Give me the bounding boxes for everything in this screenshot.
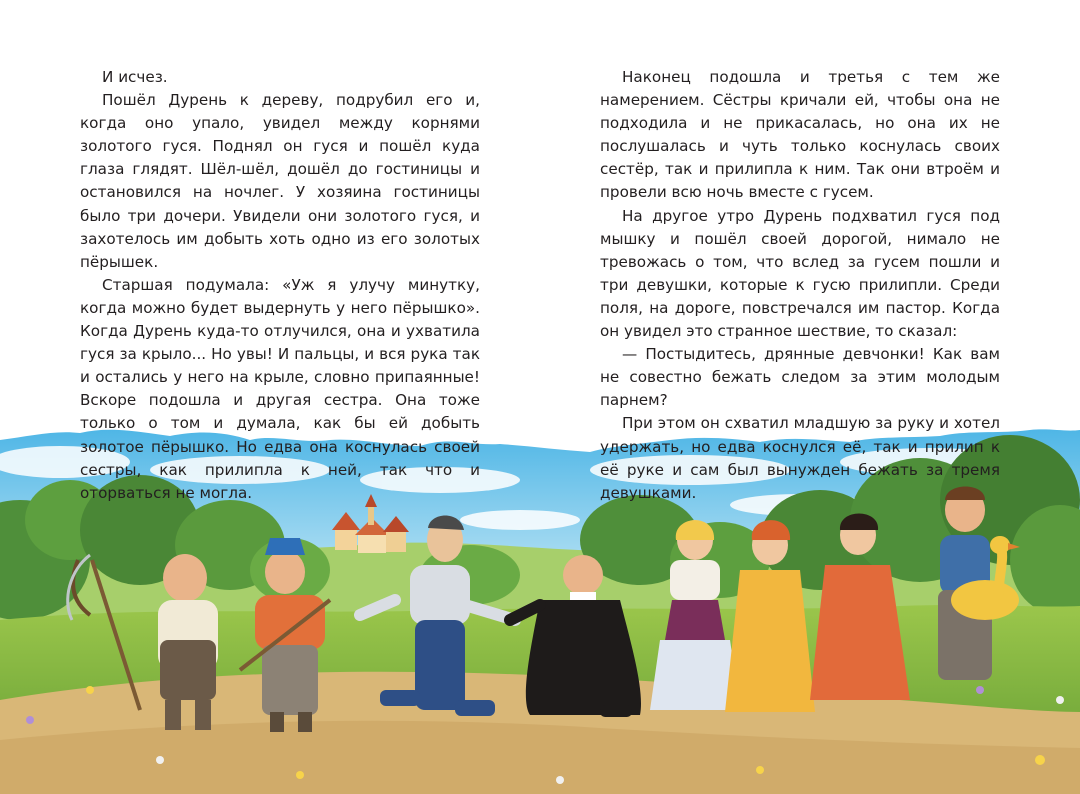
paragraph: Старшая подумала: «Уж я улучу минутку, когда можно будет выдернуть у него пёрышко». Когда Дурень куда-то отлучился, она и ухватила гуся за крыло... Но увы! И пальцы, и вся рука так и остались у него на крыле, словно припаянные! Вскоре подошла и другая сестра. Она тоже только о том и думала, как бы ей добыть золотое пёрышко. Но едва она коснулась своей сестры, как прилипла к ней, так что и оторваться не могла.	[80, 275, 480, 502]
paragraph: И исчез.	[102, 68, 168, 86]
paragraph: Наконец подошла и третья с тем же намерением. Сёстры кричали ей, чтобы она не подходила и не прикасалась, но она их не послушалась и чуть только коснулась своих сестёр, так и прилипла к ним. Так они втроём и провели всю ночь вместе с гусем.	[600, 68, 1000, 202]
paragraph: Пошёл Дурень к дереву, подрубил его и, когда оно упало, увидел между корнями золотого гуся. Поднял он гуся и пошёл куда глаза глядят. Шёл-шёл, дошёл до гостиницы и остановился на ночлег. У хозяина гостиницы было три дочери. Увидели они золотого гуся, и захотелось им добыть хоть одно из его золотых пёрышек.	[80, 91, 480, 271]
paragraph: На другое утро Дурень подхватил гуся под мышку и пошёл своей дорогой, нимало не тревожась о том, что вслед за гусем пошли и три девушки, которые к гусю прилипли. Среди поля, на дороге, повстречался им пастор. Когда он увидел это странное шествие, то сказал:	[600, 206, 1000, 341]
paragraph: При этом он схватил младшую за руку и хотел удержать, но едва коснулся её, так и прилип к её руке и сам был вынужден бежать за тремя девушками.	[600, 414, 1000, 502]
left-text-column	[80, 66, 480, 505]
paragraph: — Постыдитесь, дрянные девчонки! Как вам не совестно бежать следом за этим молодым парнем?	[600, 345, 1000, 410]
right-text-column	[600, 66, 1000, 505]
